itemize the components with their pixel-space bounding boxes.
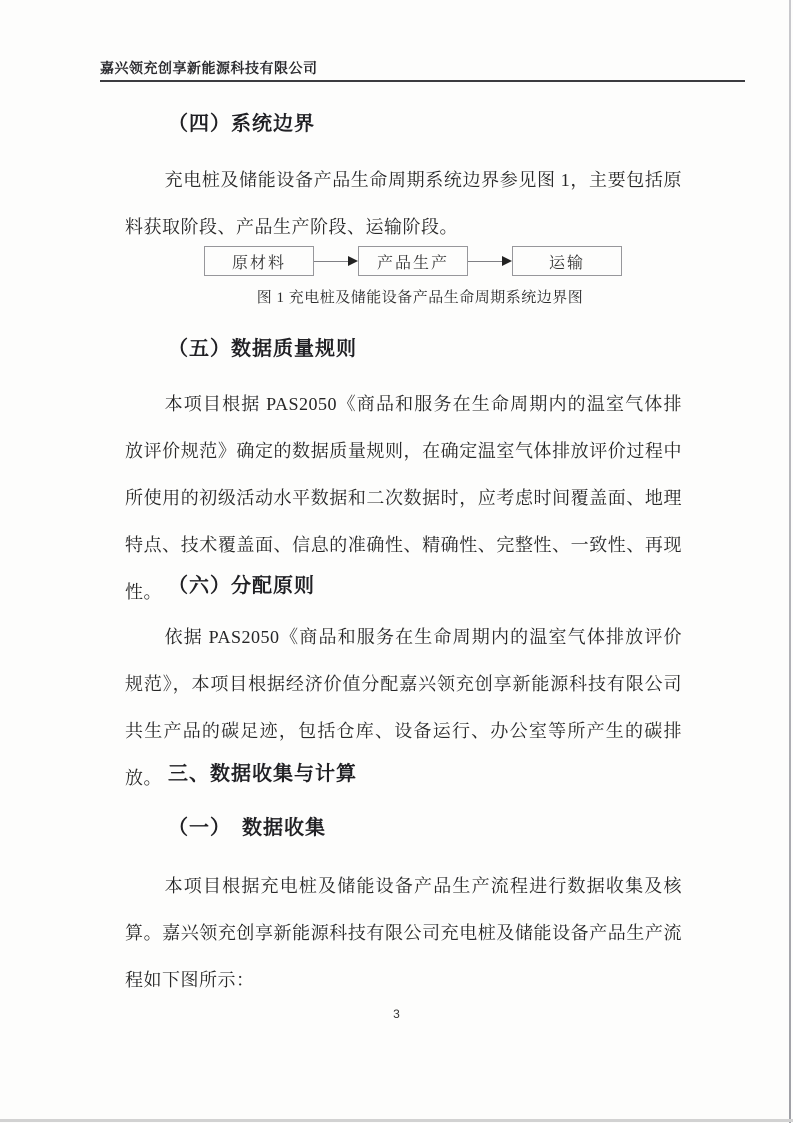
scan-edge-bottom [0,1119,793,1122]
paragraph-data-collection: 本项目根据充电桩及储能设备产品生产流程进行数据收集及核算。嘉兴领充创享新能源科技有限公司充电桩及储能设备产品生产流程如下图所示： [125,876,682,990]
figure-lifecycle-flow [204,246,624,276]
arrow-head [502,256,512,266]
paragraph-allocation: 依据 PAS2050《商品和服务在生命周期内的温室气体排放评价规范》，本项目根据经济价值分配嘉兴领充创享新能源科技有限公司共生产品的碳足迹，包括仓库、设备运行、办公室等所产生的碳排放。 [125,627,682,788]
heading-chapter-3: 三、数据收集与计算 [168,763,357,785]
paragraph-system-boundary: 充电桩及储能设备产品生命周期系统边界参见图 1，主要包括原料获取阶段、产品生产阶段、运输阶段。 [125,170,682,237]
arrow-right-icon [314,256,358,266]
paragraph-data-quality: 本项目根据 PAS2050《商品和服务在生命周期内的温室气体排放评价规范》确定的数据质量规则，在确定温室气体排放评价过程中所使用的初级活动水平数据和二次数据时，应考虑时间覆盖面、地理特点、技术覆盖面、信息的准确性、精确性、完整性、一致性、再现性。 [125,394,682,602]
flow-box-raw-material: 原材料 [204,246,314,276]
scan-edge-right [789,0,791,1123]
arrow-head [348,256,358,266]
figure-caption: 图 1 充电桩及储能设备产品生命周期系统边界图 [256,290,584,306]
heading-data-collection: （一） 数据收集 [168,817,326,839]
company-name: 嘉兴领充创享新能源科技有限公司 [100,60,318,76]
arrow-right-icon [468,256,512,266]
arrow-line [468,261,502,262]
page-number: 3 [393,1007,400,1021]
heading-data-quality: （五）数据质量规则 [168,338,357,360]
flow-box-production: 产品生产 [358,246,468,276]
heading-allocation: （六）分配原则 [168,575,315,597]
heading-system-boundary: （四）系统边界 [168,113,315,135]
arrow-line [314,261,348,262]
page-header [100,58,745,82]
flow-box-transport: 运输 [512,246,622,276]
